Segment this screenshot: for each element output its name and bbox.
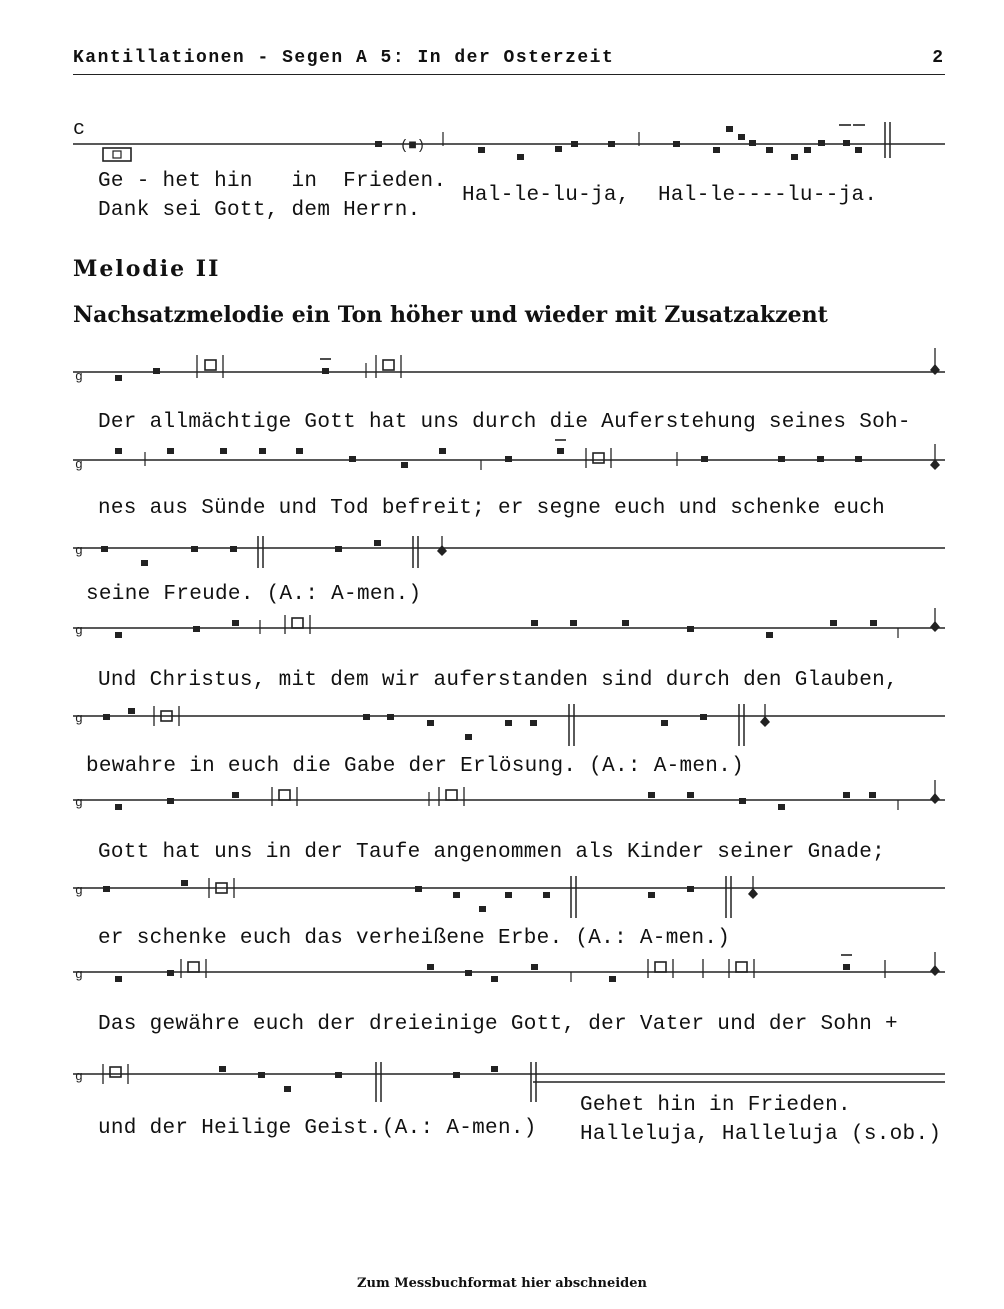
lyric-line-4: Und Christus, mit dem wir auferstanden sind durch den Glauben, — [98, 669, 898, 692]
svg-text:g: g — [75, 795, 83, 810]
staff-9 — [73, 1066, 945, 1086]
cut-line-note: Zum Messbuchformat hier abschneiden — [357, 1276, 647, 1291]
svg-text:g: g — [75, 457, 83, 472]
lyric-line-1: Der allmächtige Gott hat uns durch die Auferstehung seines Soh- — [98, 411, 911, 434]
section-subtitle: Nachsatzmelodie ein Ton höher und wieder mit Zusatzakzent — [73, 302, 828, 328]
alleluia-2: Hal-le----lu--ja. — [658, 184, 878, 207]
lyric-line-9: und der Heilige Geist.(A.: A-men.) — [98, 1117, 537, 1140]
svg-text:g: g — [75, 967, 83, 982]
intro-lyric-2: Dank sei Gott, dem Herrn. — [98, 199, 421, 222]
staff-2 — [73, 448, 945, 472]
staff-8 — [73, 964, 945, 984]
lyric-line-8: Das gewähre euch der dreieinige Gott, der Vater und der Sohn + — [98, 1013, 898, 1036]
staff-5 — [73, 708, 945, 728]
closing-line-2: Halleluja, Halleluja (s.ob.) — [580, 1123, 942, 1146]
lyric-line-5: bewahre in euch die Gabe der Erlösung. (A.: A-men.) — [86, 755, 745, 778]
page-header-title: Kantillationen - Segen A 5: In der Osterzeit — [73, 48, 615, 68]
svg-text:g: g — [75, 369, 83, 384]
staff-3 — [73, 540, 945, 560]
staff-4 — [73, 620, 945, 640]
staff-6 — [73, 792, 945, 812]
lyric-line-3: seine Freude. (A.: A-men.) — [86, 583, 422, 606]
staff-7 — [73, 880, 945, 900]
staff-intro — [73, 132, 945, 152]
intro-lyric-1: Ge - het hin in Frieden. — [98, 170, 447, 193]
svg-text:g: g — [75, 883, 83, 898]
alleluia-1: Hal-le-lu-ja, — [462, 184, 630, 207]
closing-line-1: Gehet hin in Frieden. — [580, 1094, 851, 1117]
svg-text:(■): (■) — [400, 138, 426, 154]
lyric-line-7: er schenke euch das verheißene Erbe. (A.: A-men.) — [98, 927, 731, 950]
clef-c: c — [73, 118, 86, 141]
staff-1 — [73, 360, 945, 384]
page-header — [73, 46, 945, 75]
section-title: Melodie II — [73, 256, 221, 282]
svg-text:g: g — [75, 1069, 83, 1084]
svg-text:g: g — [75, 623, 83, 638]
svg-text:g: g — [75, 711, 83, 726]
lyric-line-2: nes aus Sünde und Tod befreit; er segne euch und schenke euch — [98, 497, 886, 520]
page-number: 2 — [932, 48, 943, 68]
svg-text:g: g — [75, 543, 83, 558]
lyric-line-6: Gott hat uns in der Taufe angenommen als Kinder seiner Gnade; — [98, 841, 886, 864]
